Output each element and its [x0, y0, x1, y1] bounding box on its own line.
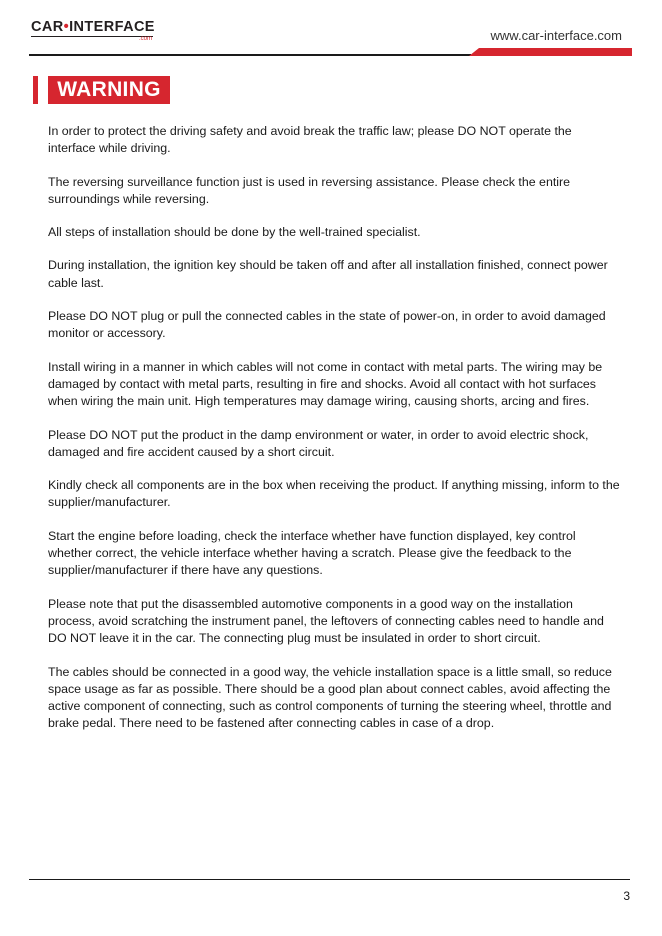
warning-list [48, 123, 620, 749]
logo-wordmark [31, 19, 155, 35]
warning-heading: WARNING [48, 76, 170, 104]
logo-subtext: .com [139, 36, 153, 42]
warning-paragraph: During installation, the ignition key should be taken off and after all installation finished, connect power cable last. [48, 258, 608, 290]
footer-rule [29, 879, 630, 880]
warning-paragraph: Start the engine before loading, check the interface whether have function displayed, key control whether correct, the vehicle interface whether having a scratch. Please give the feedback to the supplier/manufacturer if there have any questions. [48, 528, 576, 578]
site-url: www.car-interface.com [490, 28, 622, 43]
warning-paragraph: All steps of installation should be done by the well-trained specialist. [48, 225, 421, 240]
warning-paragraph: Please DO NOT plug or pull the connected cables in the state of power-on, in order to avoid damaged monitor or accessory. [48, 309, 606, 341]
warning-paragraph: Please note that put the disassembled automotive components in a good way on the installation process, avoid scratching the instrument panel, the leftovers of connecting cables need to handle and DO NOT leave it in the car. The connecting plug must be insulated in order to short circuit. [48, 596, 604, 646]
warning-paragraph: The reversing surveillance function just is used in reversing assistance. Please check the entire surroundings while reversing. [48, 174, 571, 206]
warning-side-marker [33, 76, 38, 104]
page-number: 3 [623, 889, 630, 903]
logo-underline [31, 36, 153, 37]
warning-paragraph: Kindly check all components are in the box when receiving the product. If anything missing, inform to the supplier/manufacturer. [48, 478, 620, 510]
warning-paragraph: Install wiring in a manner in which cables will not come in contact with metal parts. The wiring may be damaged by contact with metal parts, resulting in fire and shocks. Avoid all contact with hot surfaces when wiring the main unit. High temperatures may damage wiring, causing shorts, arcing and fires. [48, 359, 603, 409]
logo-text-right: INTERFACE [69, 19, 155, 35]
warning-paragraph: In order to protect the driving safety and avoid break the traffic law; please DO NOT operate the interface while driving. [48, 124, 572, 156]
brand-logo [31, 19, 155, 45]
header-accent-bar [469, 48, 632, 56]
logo-dot-icon: • [63, 19, 70, 35]
warning-paragraph: The cables should be connected in a good way, the vehicle installation space is a little small, so reduce space usage as far as possible. There should be a good plan about connect cables, avoid affecting the active component of connecting, such as control components of turning the steering wheel, throttle and brake pedal. There need to be fastened after connecting cables in case of a drop. [48, 664, 612, 731]
warning-paragraph: Please DO NOT put the product in the damp environment or water, in order to avoid electric shock, damaged and fire accident caused by a short circuit. [48, 427, 589, 459]
header-rule [29, 54, 471, 56]
logo-text-left: CAR [31, 19, 64, 35]
